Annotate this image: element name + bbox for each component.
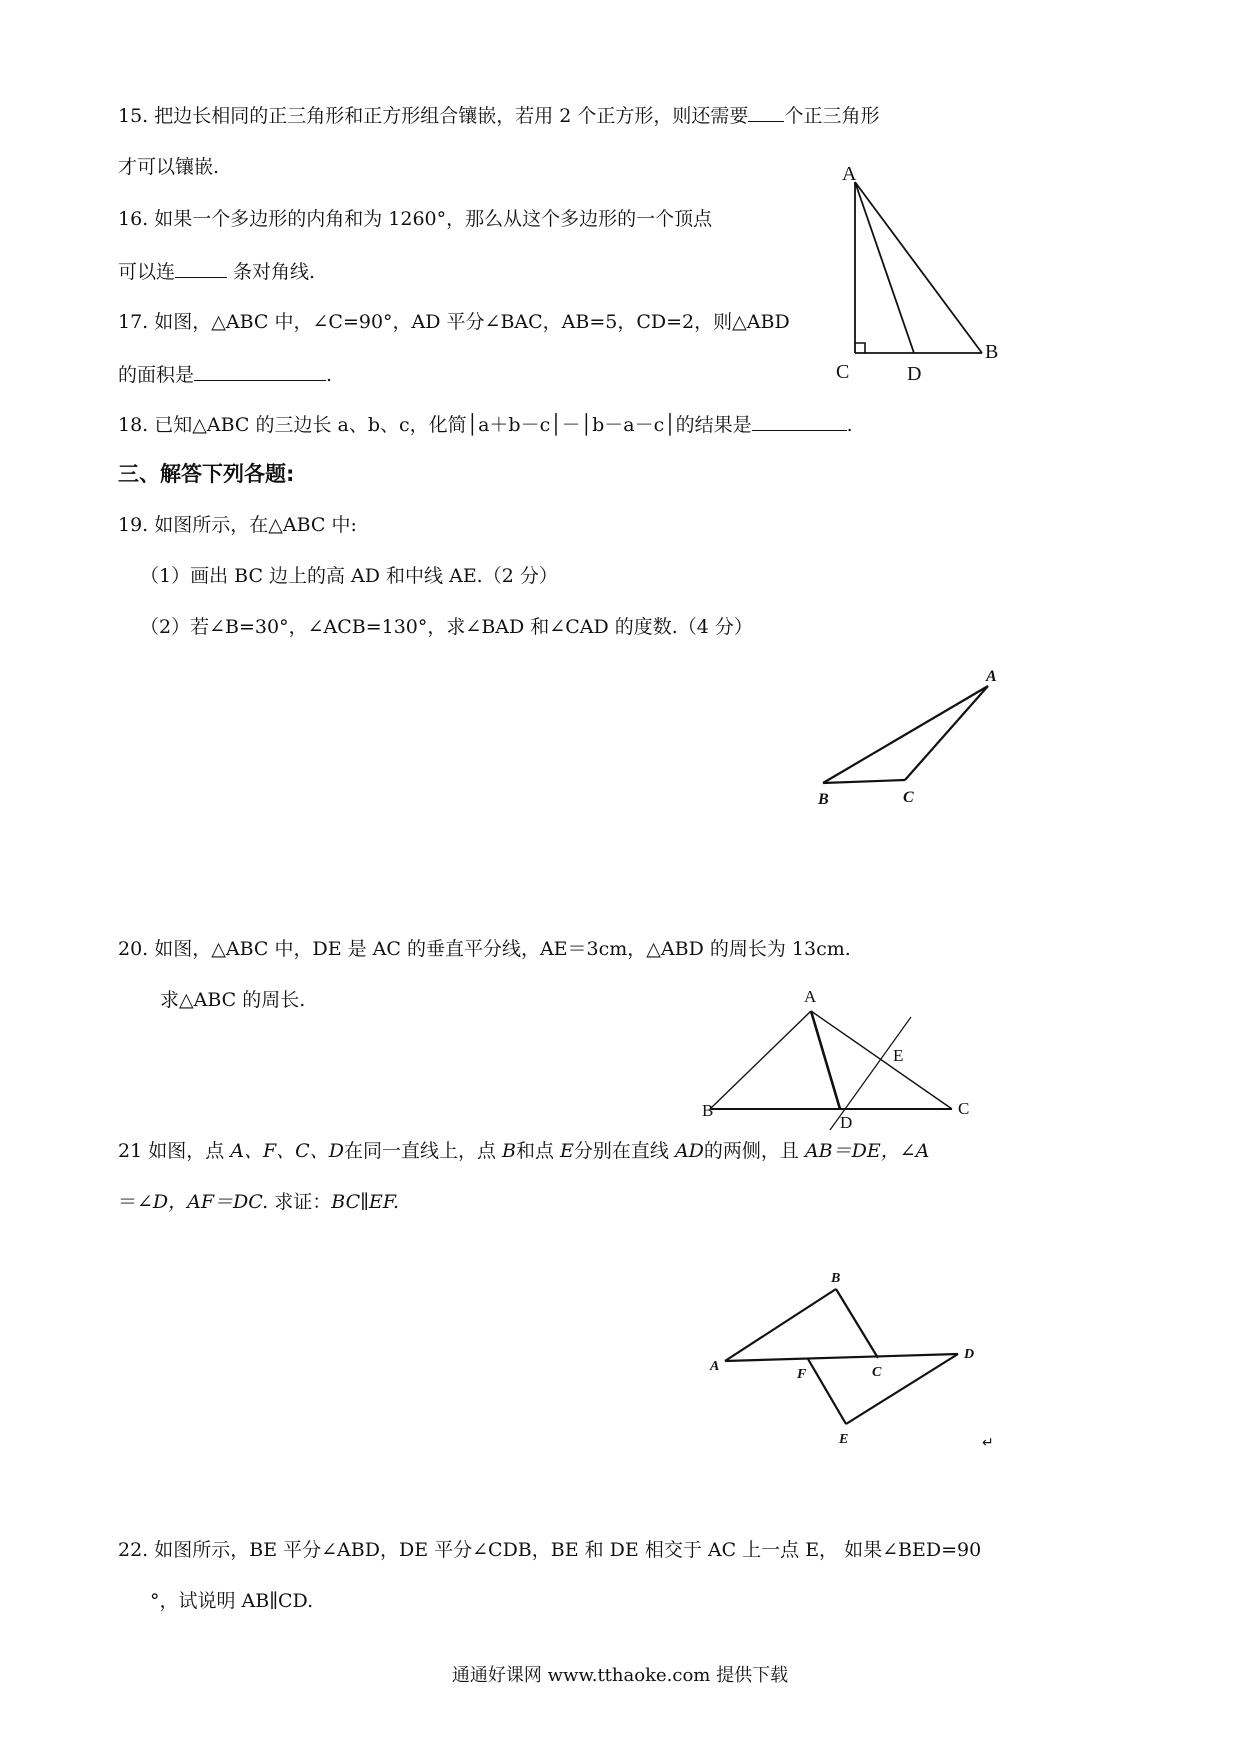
q19-segment-bc [823,780,905,783]
q21-segment-ed [846,1354,958,1424]
q20-label-e: E [893,1046,904,1065]
q21-return-mark: ↵ [982,1436,994,1451]
q21-segment-fe [808,1359,846,1424]
q16-answer-blank[interactable] [175,259,227,278]
q17-label-a: A [842,163,857,185]
q20-segment-ad [811,1011,840,1109]
q17-answer-blank[interactable] [194,362,326,381]
page-footer: 通通好课网 www.tthaoke.com 提供下载 [451,1665,789,1686]
q15-line2: 才可以镶嵌. [118,156,220,178]
q21-label-d: D [964,1347,975,1362]
q21-label-a: A [710,1359,720,1374]
q20-label-d: D [840,1113,853,1132]
q21-label-e: E [839,1432,849,1447]
q17-label-b: B [985,341,999,363]
q20-line2: 求△ABC 的周长. [160,989,306,1011]
q20-segment-ac [811,1011,952,1109]
q21-label-c: C [872,1365,882,1380]
q19-label-a: A [986,668,997,685]
q21-segment-bc [836,1289,878,1358]
q19-part2: （2）若∠B=30°，∠ACB=130°，求∠BAD 和∠CAD 的度数.（4 分） [140,616,753,638]
q17-segment-ab [855,182,982,353]
q20-segment-ab [710,1011,811,1109]
q20-label-b: B [702,1101,714,1120]
q21-segment-ab [725,1289,836,1361]
q17-label-d: D [907,363,922,385]
q20-label-a: A [804,987,817,1006]
q21-segment-ad [725,1354,958,1361]
q19-label-b: B [818,791,829,808]
q16-line1: 16. 如果一个多边形的内角和为 1260°，那么从这个多边形的一个顶点 [118,208,713,230]
q15-answer-blank[interactable] [748,103,784,122]
q17-segment-ad [855,182,914,353]
q19-line1: 19. 如图所示，在△ABC 中: [118,514,357,536]
q17-right-angle-mark [855,343,865,353]
section-heading: 三、解答下列各题: [118,462,295,486]
q15-line1: 15. 把边长相同的正三角形和正方形组合镶嵌，若用 2 个正方形，则还需要 个正三角形 [118,105,880,127]
q22-line2: °，试说明 AB∥CD. [150,1590,314,1612]
q19-segment-ac [905,686,988,780]
q20-line1: 20. 如图，△ABC 中，DE 是 AC 的垂直平分线，AE＝3cm，△ABD 的周长为 13cm. [118,938,851,960]
q17-line1: 17. 如图，△ABC 中，∠C=90°，AD 平分∠BAC，AB=5，CD=2，则△ABD [118,311,790,333]
q22-line1: 22. 如图所示，BE 平分∠ABD，DE 平分∠CDB，BE 和 DE 相交于 AC 上一点 E， 如果∠BED=90 [118,1539,982,1561]
q16-line2: 可以连 条对角线. [118,261,316,283]
q18-answer-blank[interactable] [752,412,847,431]
q19-part1: （1）画出 BC 边上的高 AD 和中线 AE.（2 分） [140,565,558,587]
q21-label-b: B [831,1271,841,1286]
q20-perpendicular-bisector [830,1017,911,1130]
q21-line1: 21 如图，点 A、F、C、D在同一直线上，点 B和点 E分别在直线 AD的两侧，且 AB＝DE，∠A [118,1140,930,1162]
q17-line2: 的面积是 . [118,364,333,386]
q20-label-c: C [958,1099,970,1118]
q18-line: 18. 已知△ABC 的三边长 a、b、c，化简│a＋b－c│－│b－a－c│的结果是 . [118,414,853,436]
q21-label-f: F [797,1367,807,1382]
q21-line2: ＝∠D，AF＝DC. 求证：BC∥EF. [118,1191,400,1213]
q17-label-c: C [836,361,850,383]
q19-segment-ab [823,686,988,783]
q19-label-c: C [903,789,914,806]
